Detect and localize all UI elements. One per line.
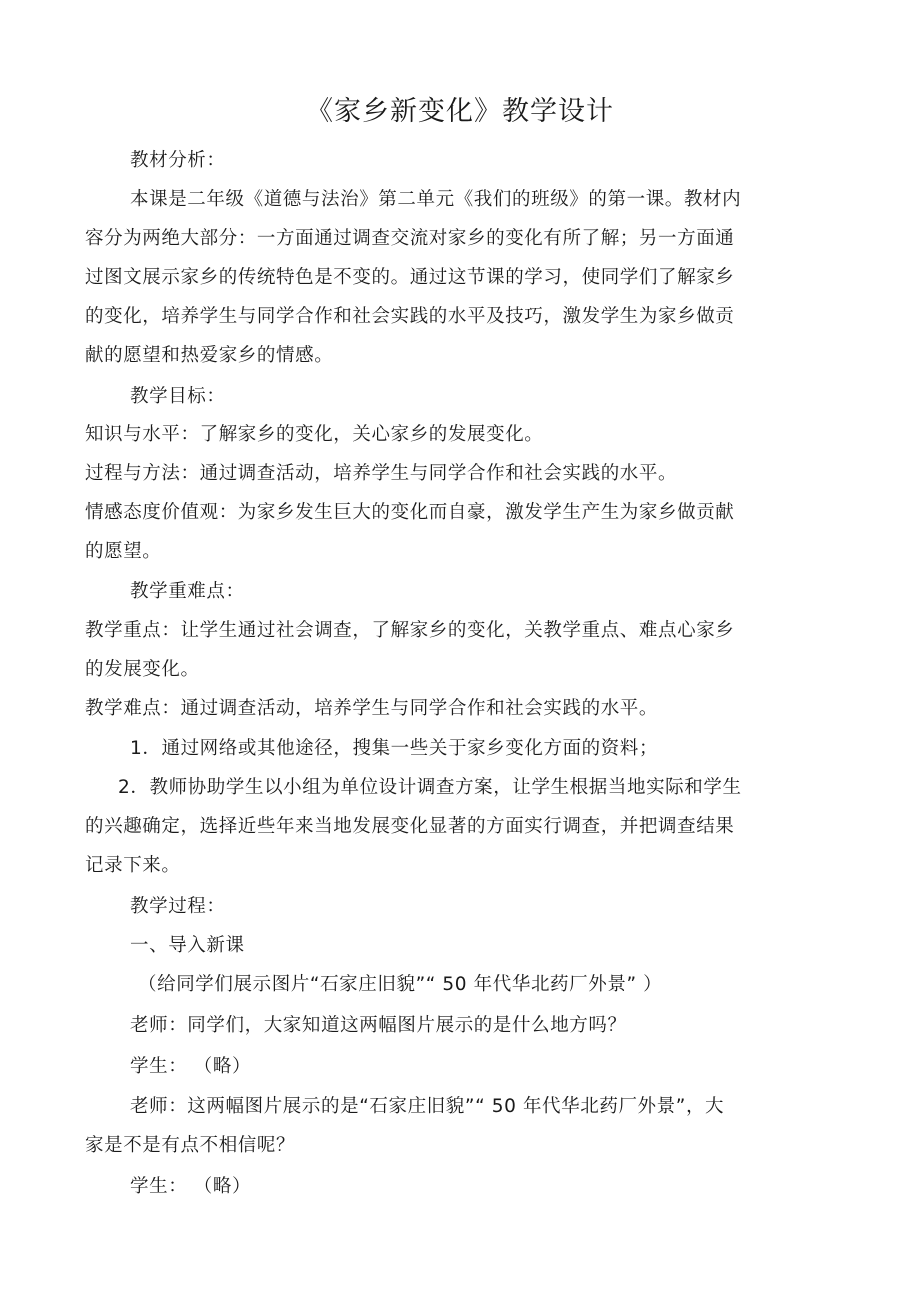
goal-knowledge-line: 知识与水平：了解家乡的变化，关心家乡的发展变化。 (85, 424, 544, 445)
paragraph-line: 家是不是有点不相信呢？ (85, 1135, 296, 1156)
goal-emotion-line: 情感态度价值观：为家乡发生巨大的变化而自豪，激发学生产生为家乡做贡献 (85, 502, 735, 523)
paragraph-line: 献的愿望和热爱家乡的情感。 (85, 345, 334, 366)
section-heading-key-points: 教学重难点： (130, 581, 245, 602)
paragraph-line: 记录下来。 (85, 855, 181, 876)
paragraph-line: 过图文展示家乡的传统特色是不变的。通过这节课的学习，使同学们了解家乡 (85, 267, 735, 288)
dialogue-teacher-line: 老师：同学们，大家知道这两幅图片展示的是什么地方吗？ (130, 1015, 627, 1036)
subsection-heading-intro: 一、导入新课 (130, 935, 245, 956)
paragraph-line: 本课是二年级《道德与法治》第二单元《我们的班级》的第一课。教材内 (130, 189, 742, 210)
numbered-item-1: 1．通过网络或其他途径，搜集一些关于家乡变化方面的资料； (130, 738, 659, 759)
dialogue-teacher-line: 老师：这两幅图片展示的是“石家庄旧貌”“ 50 年代华北药厂外景”，大 (130, 1096, 725, 1117)
dialogue-student-line: 学生： （略） (130, 1056, 252, 1077)
key-point-line: 教学重点：让学生通过社会调查，了解家乡的变化，关教学重点、难点心家乡 (85, 620, 735, 641)
paragraph-line: 容分为两绝大部分：一方面通过调查交流对家乡的变化有所了解；另一方面通 (85, 228, 735, 249)
paragraph-line: 的发展变化。 (85, 659, 200, 680)
document-title: 《家乡新变化》教学设计 (306, 96, 614, 127)
numbered-item-2: 2．教师协助学生以小组为单位设计调查方案，让学生根据当地实际和学生 (118, 777, 742, 798)
instruction-line: （给同学们展示图片“石家庄旧貌”“ 50 年代华北药厂外景” ） (138, 974, 663, 995)
section-heading-material-analysis: 教材分析： (130, 150, 226, 171)
difficult-point-line: 教学难点：通过调查活动，培养学生与同学合作和社会实践的水平。 (85, 698, 659, 719)
section-heading-teaching-process: 教学过程： (130, 896, 226, 917)
paragraph-line: 的变化，培养学生与同学合作和社会实践的水平及技巧，激发学生为家乡做贡 (85, 306, 735, 327)
dialogue-student-line: 学生： （略） (130, 1176, 252, 1197)
section-heading-teaching-goals: 教学目标： (130, 386, 226, 407)
goal-process-line: 过程与方法：通过调查活动，培养学生与同学合作和社会实践的水平。 (85, 463, 678, 484)
paragraph-line: 的兴趣确定，选择近些年来当地发展变化显著的方面实行调查，并把调查结果 (85, 816, 735, 837)
paragraph-line: 的愿望。 (85, 541, 162, 562)
